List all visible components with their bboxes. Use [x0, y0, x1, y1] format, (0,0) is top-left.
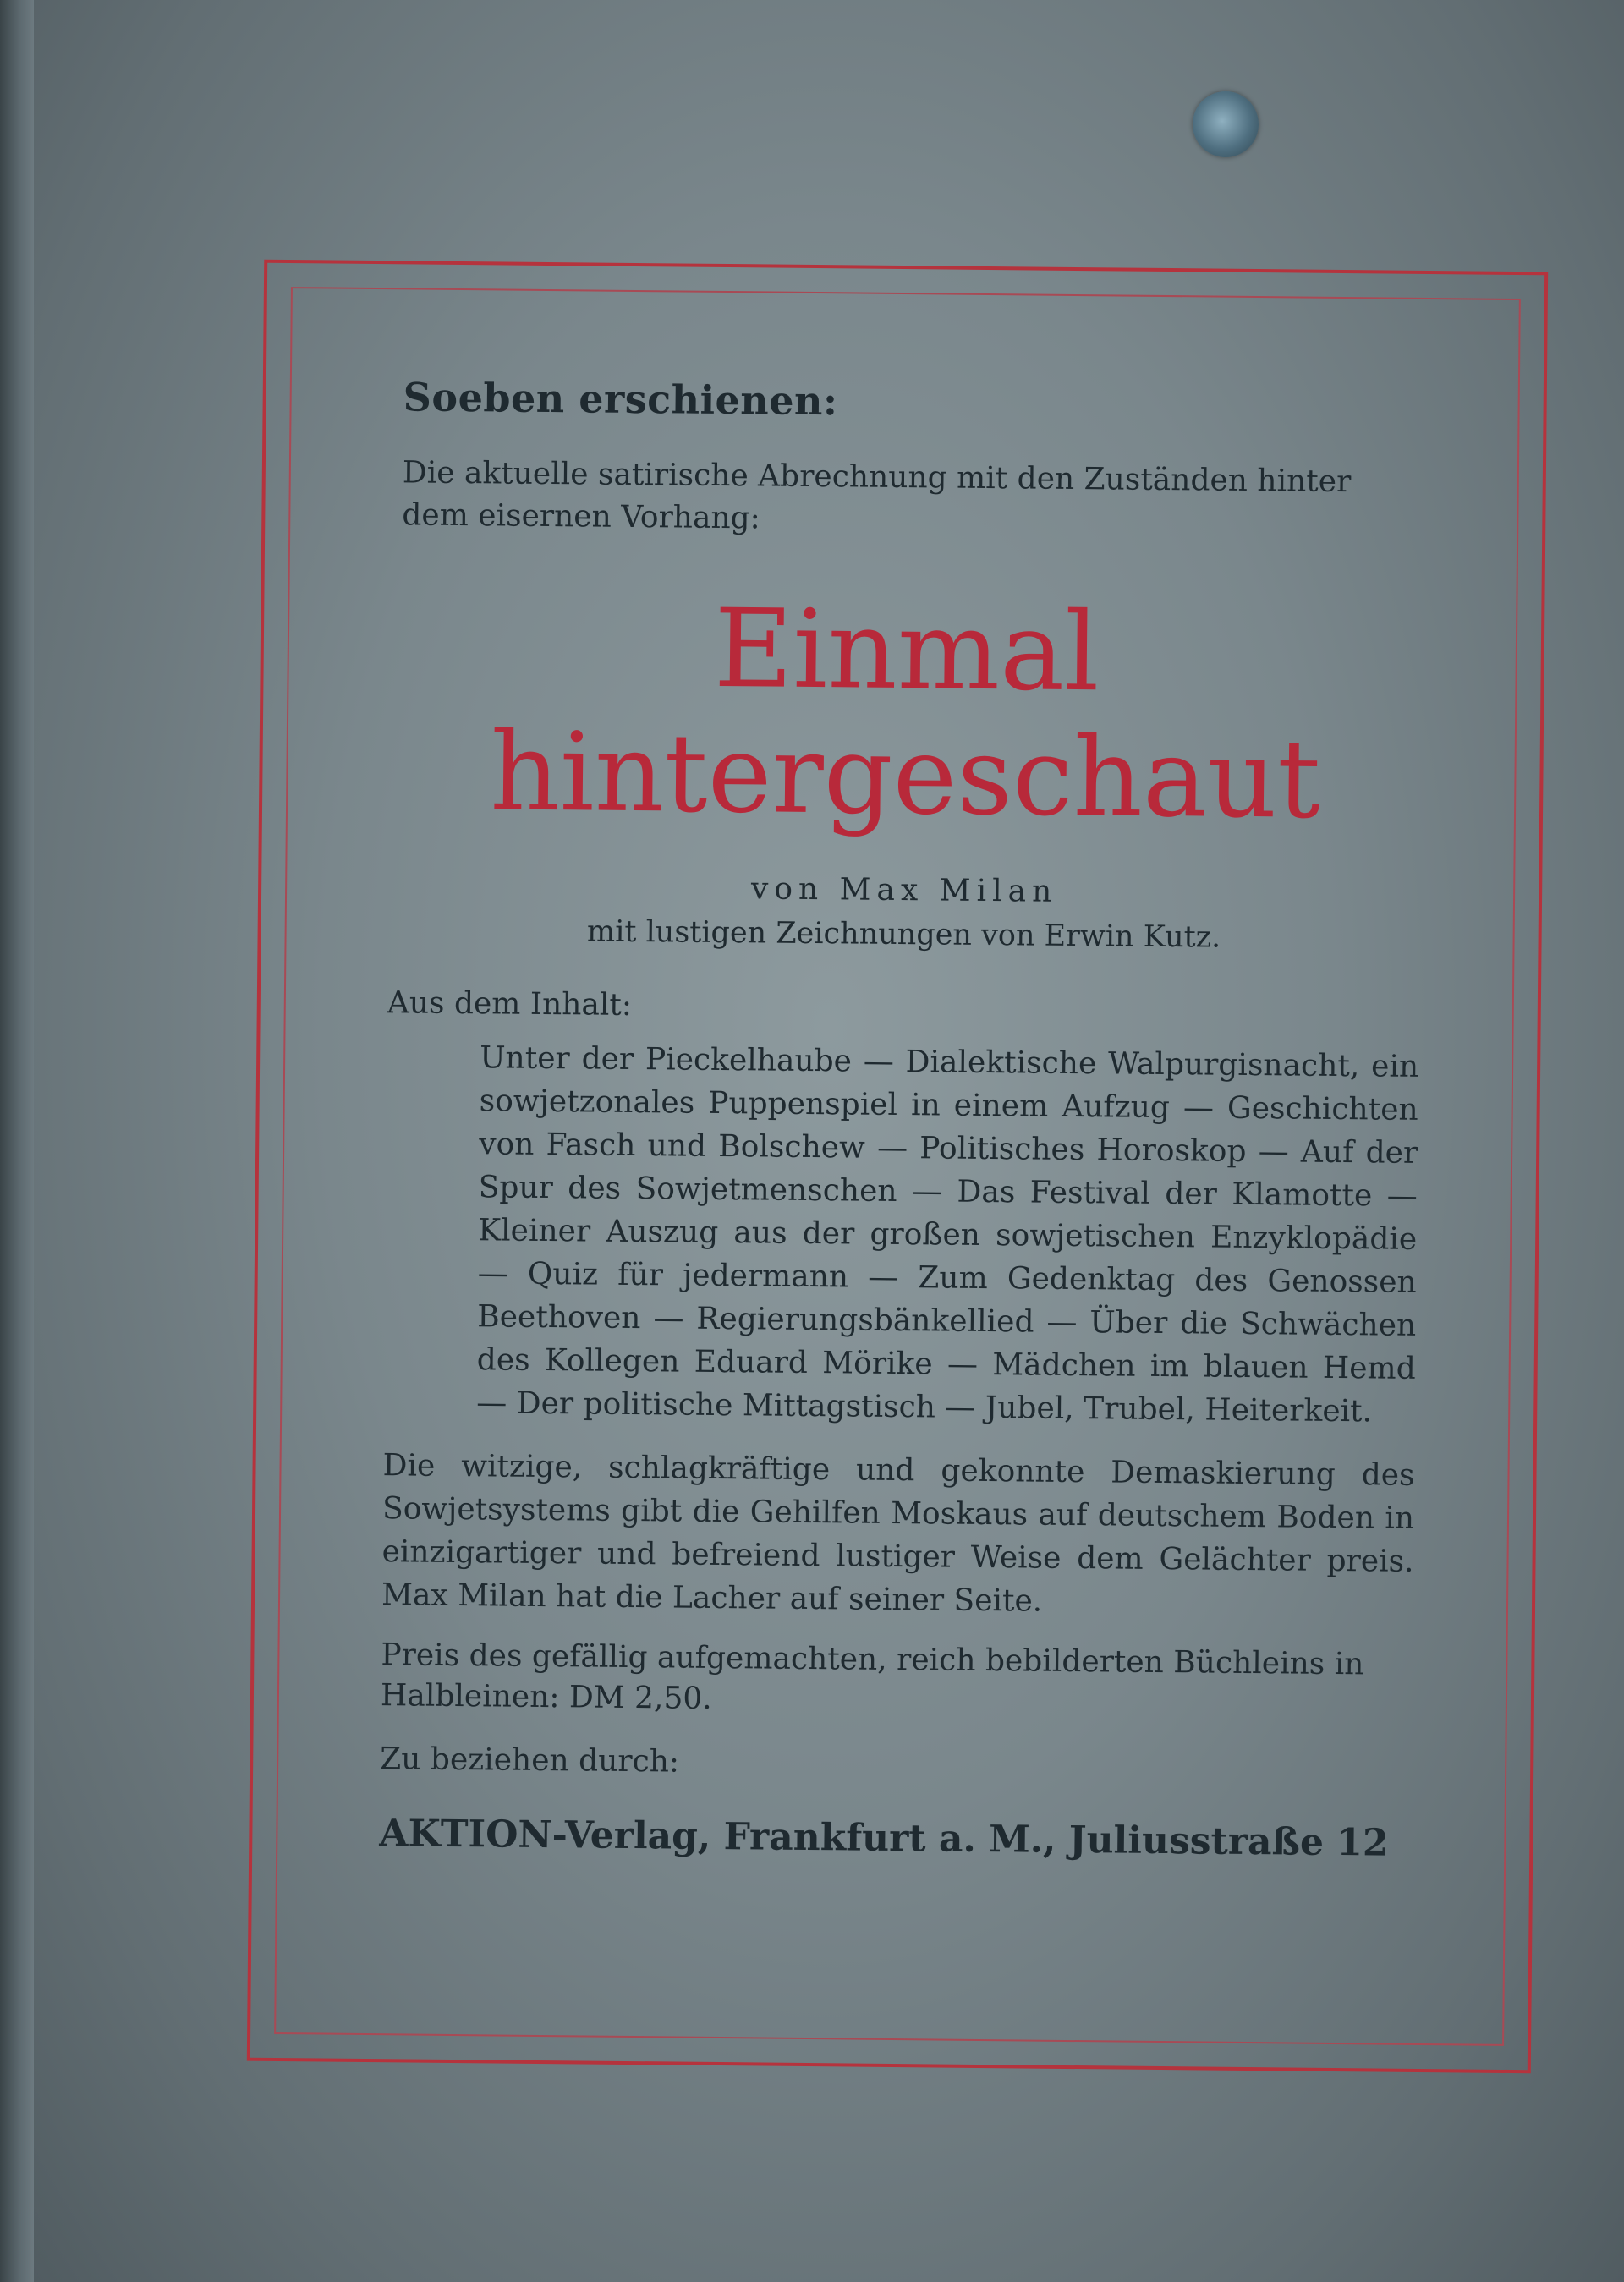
- price-info: Preis des gefällig aufgemachten, reich bebilderten Büchleins in Halbleinen: DM 2,50.: [380, 1637, 1364, 1716]
- book-back-cover: [34, 0, 1624, 2282]
- illustrator-credit: mit lustigen Zeichnungen von Erwin Kutz.: [586, 914, 1221, 955]
- red-border-frame: [247, 260, 1548, 2073]
- publisher-address: AKTION-Verlag, Frankfurt a. M., Juliusstraße 12: [379, 1812, 1389, 1865]
- kicker-heading: Soeben erschienen:: [403, 374, 838, 425]
- author-byline: von Max Milan: [750, 871, 1058, 909]
- contents-label: Aus dem Inhalt:: [387, 985, 633, 1023]
- order-label: Zu beziehen durch:: [380, 1742, 680, 1780]
- book-title-line-1: Einmal: [713, 585, 1100, 716]
- book-title-line-2: hintergeschaut: [489, 709, 1322, 843]
- contents-list: Unter der Pieckelhaube — Dialektische Walpurgisnacht, ein sowjetzonales Puppenspiel in einem Aufzug — Geschichten von Fasch und Bolschew — Politisches Horoskop — Auf der Spur des Sowjetmenschen — Das Festival der Klamotte — Kleiner Auszug aus der großen sowjetischen Enzyklopädie — Quiz für jedermann — Zum Gedenktag des Genossen Beethoven — Regierungsbänkellied — Über die Schwächen des Kollegen Eduard Mörike — Mädchen im blauen Hemd — Der politische Mittagstisch — Jubel, Trubel, Heiterkeit.: [476, 1040, 1419, 1429]
- book-spine-edge: [0, 0, 34, 2282]
- binding-hole: [1193, 91, 1259, 157]
- book-description: Die witzige, schlagkräftige und gekonnte Demaskierung des Sowjetsystems gibt die Gehilfen Moskaus auf deutschem Boden in einzigartiger und befreiend lustiger Weise dem Gelächter preis. Max Milan hat die Lacher auf seiner Seite.: [381, 1448, 1415, 1619]
- intro-text: Die aktuelle satirische Abrechnung mit den Zuständen hinter dem eisernen Vorhang:: [402, 455, 1352, 536]
- advertisement-content: [379, 374, 1425, 1865]
- book-title: [389, 584, 1424, 844]
